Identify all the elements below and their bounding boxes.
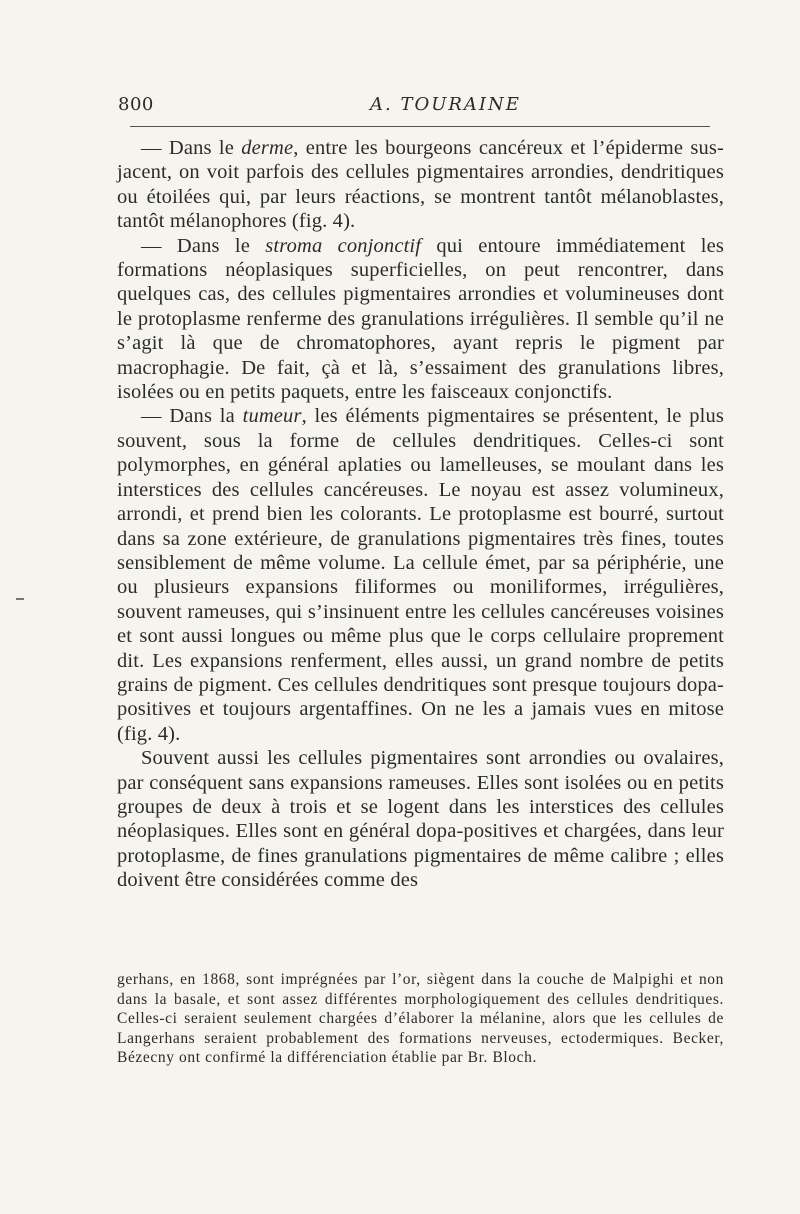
- header-rule: [130, 126, 710, 127]
- italic-term: tumeur: [242, 405, 302, 428]
- text-segment: , entre les bourgeons cancéreux et l’épiderme sus-jacent, on voit parfois des cellules pigmentaires arrondies, dendritiques ou étoilées qui, par leurs réactions, se montrent tantôt mélanoblastes, tantôt mélanophores (fig. 4).: [117, 137, 724, 233]
- footnote: [117, 970, 724, 1068]
- text-segment: , les éléments pigmentaires se présentent, le plus souvent, sous la forme de cellules dendritiques. Celles-ci sont polymorphes, en général aplaties ou lamelleuses, se moulant dans les interstices des cellules cancéreuses. Le noyau est assez volumineux, arrondi, et prend bien les colorants. Le protoplasme est bourré, surtout dans sa zone extérieure, de granulations pigmentaires très fines, toutes sensiblement de même volume. La cellule émet, par sa périphérie, une ou plusieurs expansions filiformes ou moniliformes, irrégulières, souvent rameuses, qui s’insinuent entre les cellules cancéreuses voisines et sont aussi longues ou même plus que le corps cellulaire proprement dit. Les expansions renferment, elles aussi, un grand nombre de petits grains de pigment. Ces cellules dendritiques sont presque toujours dopa-positives et toujours argentaffines. On ne les a jamais vues en mitose (fig. 4).: [117, 405, 724, 745]
- text-segment: Souvent aussi les cellules pigmentaires sont arrondies ou ovalaires, par conséquent sans expansions rameuses. Elles sont isolées ou en petits groupes de deux à trois et se logent dans les interstices des cellules néoplasiques. Elles sont en général dopa-positives et chargées, dans leur protoplasme, de fines granulations pigmentaires de même calibre ; elles doivent être considérées comme des: [117, 747, 724, 892]
- text-segment: — Dans la: [141, 405, 243, 428]
- footnote-text: gerhans, en 1868, sont imprégnées par l’or, siègent dans la couche de Malpighi et non dans la basale, et sont assez différentes morphologiquement des cellules dendritiques. Celles-ci seraient seulement chargées d’élaborer la mélanine, alors que les cellules de Langerhans seraient probablement des formations nerveuses, ectodermiques. Becker, Bézecny ont confirmé la différenciation établie par Br. Bloch.: [117, 971, 724, 1066]
- margin-mark: [16, 598, 24, 600]
- page-number: 800: [118, 94, 154, 115]
- text-segment: qui entoure immédiatement les formations néoplasiques superficielles, on peut rencontrer, dans quelques cas, des cellules pigmentaires arrondies et volumineuses dont le protoplasme renferme des granulations irrégulières. Il semble qu’il ne s’agit là que de chromatophores, ayant repris le pigment par macrophagie. De fait, çà et là, s’essaiment des granulations libres, isolées ou en petits paquets, entre les faisceaux conjonctifs.: [117, 234, 724, 404]
- text-segment: — Dans le: [141, 234, 266, 257]
- italic-term: derme: [241, 137, 294, 159]
- paragraph-derme: [117, 136, 724, 234]
- text-segment: — Dans le: [141, 137, 242, 159]
- italic-term: stroma conjonctif: [265, 234, 422, 257]
- paragraph-tumeur: [117, 404, 724, 746]
- running-head: A. TOURAINE: [370, 94, 521, 115]
- body-text: [117, 136, 724, 893]
- paragraph-souvent: [117, 746, 724, 892]
- page-header: [118, 94, 706, 120]
- paragraph-stroma: [117, 234, 724, 405]
